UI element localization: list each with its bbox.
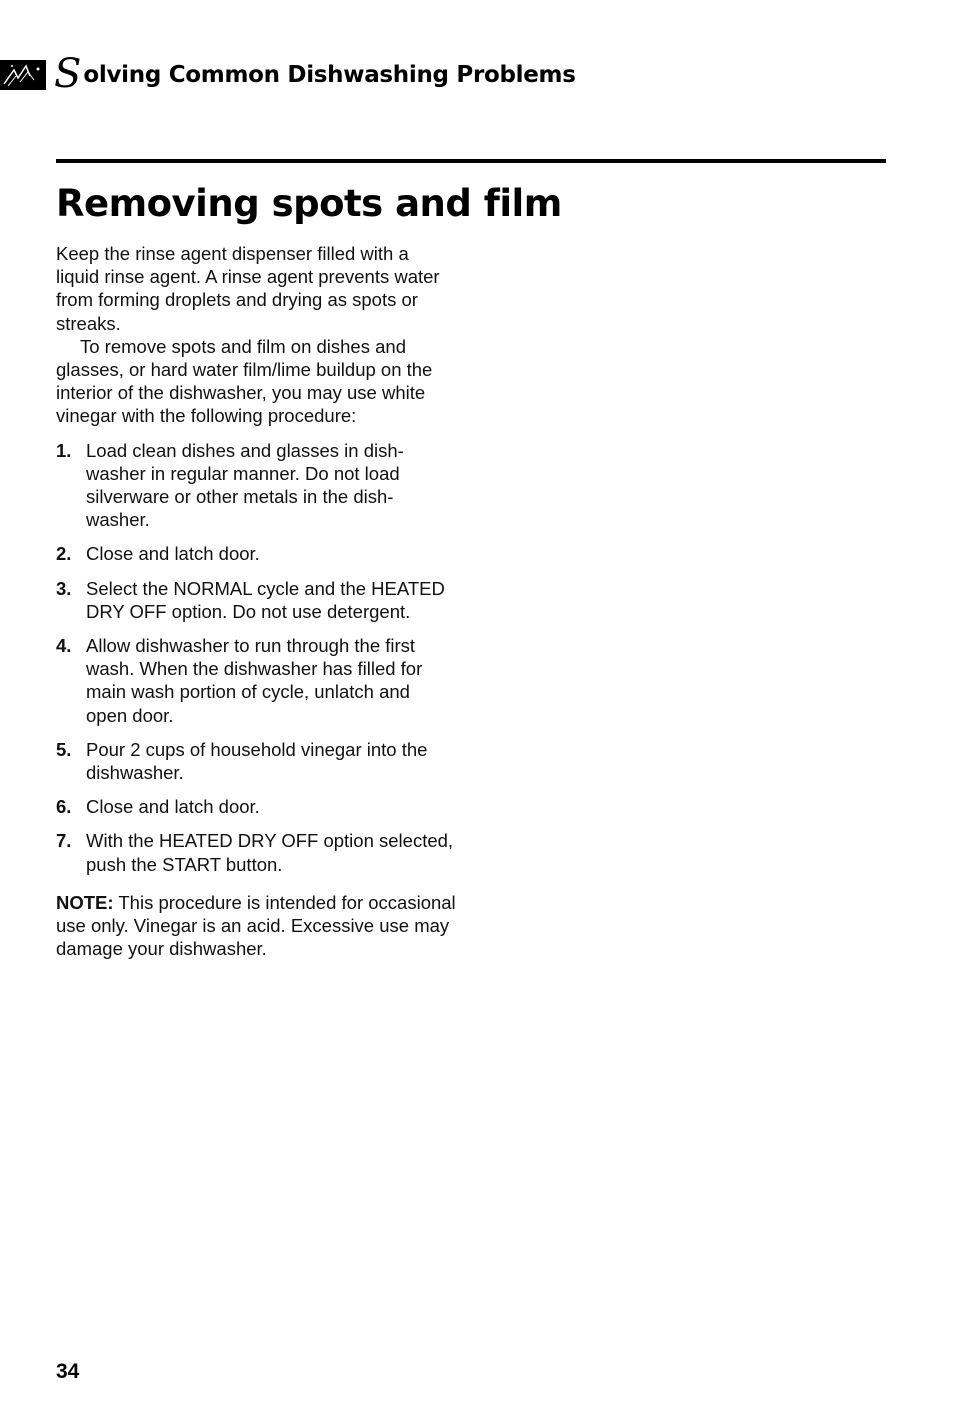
step-text: Pour 2 cups of household vinegar into the dishwasher. xyxy=(86,738,428,784)
note-label: NOTE: xyxy=(56,891,114,913)
step-number: 1. xyxy=(56,439,72,461)
page-number: 34 xyxy=(56,1360,80,1383)
step-text: Allow dishwasher to run through the first wash. When the dishwasher has filled for main wash portion of cycle, unlatch and open door. xyxy=(86,635,423,726)
step-text: Close and latch door. xyxy=(86,543,260,565)
intro-paragraph-1: Keep the rinse agent dispenser filled with a liquid rinse agent. A rinse agent prevents water from forming droplets and drying as spots or streaks. xyxy=(56,243,440,334)
step-item xyxy=(56,439,456,532)
step-text: With the HEATED DRY OFF option selected, push the START button. xyxy=(86,830,454,875)
step-number: 6. xyxy=(56,796,72,818)
step-item xyxy=(56,829,456,875)
section-header xyxy=(0,50,576,97)
step-item xyxy=(56,795,456,818)
intro-paragraph-2: To remove spots and film on dishes and glasses, or hard water film/lime buildup on the interior of the dishwasher, you may use white vinegar with the following procedure: xyxy=(56,335,433,427)
step-number: 5. xyxy=(56,738,72,760)
step-number: 4. xyxy=(56,635,72,657)
procedure-steps xyxy=(56,439,456,876)
main-content xyxy=(56,242,456,960)
step-text: Close and latch door. xyxy=(86,796,260,818)
section-divider xyxy=(56,159,886,163)
step-item xyxy=(56,634,456,727)
step-text: Load clean dishes and glasses in dish-washer in regular manner. Do not load silverware or other metals in the dish-washer. xyxy=(86,439,404,531)
section-header-title: olving Common Dishwashing Problems xyxy=(83,62,576,88)
step-item xyxy=(56,738,456,784)
step-item xyxy=(56,577,456,623)
step-text: Select the NORMAL cycle and the HEATED DRY OFF option. Do not use detergent. xyxy=(86,577,445,622)
note-text: This procedure is intended for occasional use only. Vinegar is an acid. Excessive use may damage your dishwasher. xyxy=(56,891,456,960)
step-item xyxy=(56,542,456,565)
step-number: 7. xyxy=(56,830,72,852)
section-header-initial: S xyxy=(54,51,82,97)
step-number: 2. xyxy=(56,543,72,565)
note-paragraph xyxy=(56,891,456,961)
section-logo-icon xyxy=(0,60,46,90)
step-number: 3. xyxy=(56,577,72,599)
page-title: Removing spots and film xyxy=(56,182,562,225)
